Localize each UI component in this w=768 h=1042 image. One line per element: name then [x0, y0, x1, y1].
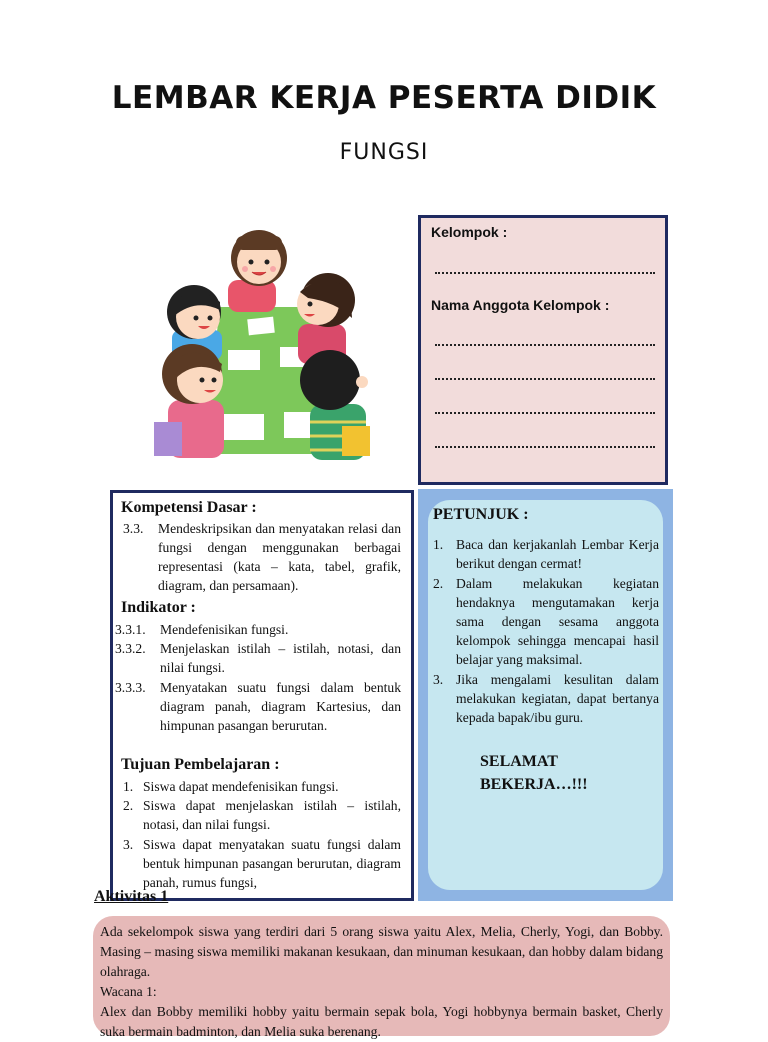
- member-blank-line-2[interactable]: [435, 378, 655, 380]
- group-info-box: [418, 215, 668, 485]
- page-title: LEMBAR KERJA PESERTA DIDIK: [111, 80, 657, 116]
- instruction-item: 2. Dalam melakukan kegiatan hendaknya mengutamakan kerja sama dengan sesama anggota kelompok sehingga mencapai hasil belajar yang maksimal.: [433, 576, 659, 667]
- members-label: Nama Anggota Kelompok :: [431, 297, 610, 313]
- activity-label: Aktivitas 1: [94, 888, 169, 905]
- competency-heading: Kompetensi Dasar :: [121, 499, 257, 516]
- wacana-label: Wacana 1:: [100, 984, 157, 999]
- page-subtitle: FUNGSI: [339, 140, 429, 165]
- competency-box: [110, 490, 414, 901]
- learning-goal-item: 3. Siswa dapat menyatakan suatu fungsi dalam bentuk himpunan pasangan berurutan, diagram panah, rumus fungsi,: [123, 837, 401, 890]
- indicator-item: 3.3.1. Mendefenisikan fungsi.: [115, 622, 289, 637]
- indicator-heading: Indikator :: [121, 599, 196, 616]
- member-blank-line-4[interactable]: [435, 446, 655, 448]
- closing-greeting: SELAMAT BEKERJA…!!!: [480, 753, 588, 793]
- learning-goal-item: 1. Siswa dapat mendefenisikan fungsi.: [123, 779, 339, 794]
- group-label: Kelompok :: [431, 224, 508, 240]
- instructions-heading: PETUNJUK :: [433, 506, 529, 523]
- learning-goal-item: 2. Siswa dapat menjelaskan istilah – istilah, notasi, dan nilai fungsi.: [123, 798, 401, 832]
- member-blank-line-1[interactable]: [435, 344, 655, 346]
- story-intro: Ada sekelompok siswa yang terdiri dari 5 orang siswa yaitu Alex, Melia, Cherly, Yogi, dan Bobby. Masing – masing siswa memiliki makanan kesukaan, dan minuman kesukaan, dan hobby dalam bidang olahraga.: [100, 924, 663, 979]
- indicator-item: 3.3.2. Menjelaskan istilah – istilah, notasi, dan nilai fungsi.: [115, 641, 401, 675]
- wacana-text: Alex dan Bobby memiliki hobby yaitu bermain sepak bola, Yogi hobbynya bermain basket, Cherly suka bermain badminton, dan Melia suka berenang.: [100, 1004, 663, 1039]
- group-name-blank-line[interactable]: [435, 272, 655, 274]
- instruction-item: 3. Jika mengalami kesulitan dalam melakukan kegiatan, dapat bertanya kepada bapak/ibu guru.: [433, 672, 659, 725]
- learning-goals-heading: Tujuan Pembelajaran :: [121, 756, 280, 773]
- member-blank-line-3[interactable]: [435, 412, 655, 414]
- competency-item: 3.3. Mendeskripsikan dan menyatakan relasi dan fungsi dengan menggunakan berbagai representasi (kata – kata, tabel, grafik, diagram, dan persamaan).: [123, 521, 401, 593]
- story-text: [100, 922, 663, 1042]
- instruction-item: 1. Baca dan kerjakanlah Lembar Kerja berikut dengan cermat!: [433, 537, 659, 571]
- children-studying-at-table-illustration: [150, 222, 380, 462]
- indicator-item: 3.3.3. Menyatakan suatu fungsi dalam bentuk diagram panah, diagram Kartesius, dan himpunan pasangan berurutan.: [115, 680, 401, 733]
